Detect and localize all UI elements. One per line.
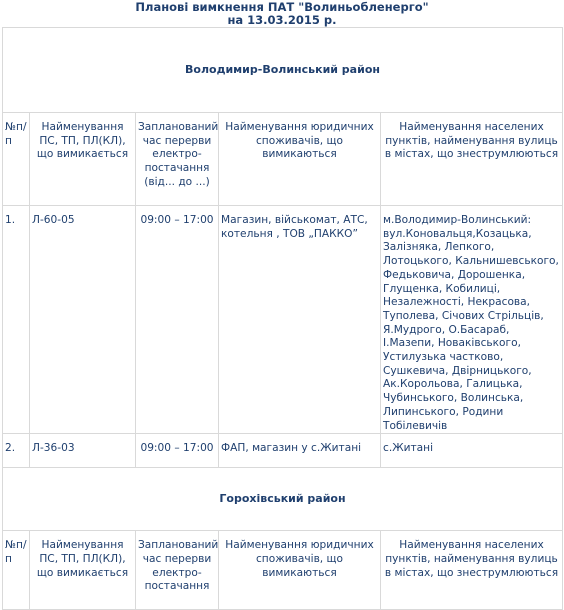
row-streets: с.Житані (381, 434, 563, 468)
outage-table (2, 27, 563, 610)
district-row (3, 468, 563, 531)
district-name: Володимир-Волинський район (3, 28, 563, 113)
header-object: Найменування ПС, ТП, ПЛ(КЛ), що вимикається (30, 113, 136, 206)
header-number: №п/п (3, 531, 30, 610)
table-row (3, 206, 563, 434)
row-time: 09:00 – 17:00 (136, 434, 219, 468)
row-object: Л-60-05 (30, 206, 136, 434)
title-line-2: на 13.03.2015 р. (227, 13, 337, 27)
row-streets: м.Володимир-Волинський: вул.Коновальця,Козацька, Залізняка, Лепкого, Лотоцького, Кальнишевського, Федьковича, Дорошенка, Глущенка, Кобилиці, Незалежності, Некрасова, Туполева, Січових Стрільців, Я.Мудрого, О.Басараб, І.Мазепи, Новаківського, Устилузька частково, Сушкевича, Двірницького, Ак.Корольова, Галицька, Чубинського, Волинська, Липинського, Родини Тобілевичів (381, 206, 563, 434)
header-consumers: Найменування юридичних споживачів, що вимикаються (219, 113, 381, 206)
header-time: Запланований час перерви електро-постачання (136, 531, 219, 610)
page-title (0, 0, 564, 27)
header-consumers: Найменування юридичних споживачів, що вимикаються (219, 531, 381, 610)
row-number: 2. (3, 434, 30, 468)
header-streets: Найменування населених пунктів, найменування вулиць в містах, що знеструмлюються (381, 113, 563, 206)
table-header-row (3, 531, 563, 610)
header-object: Найменування ПС, ТП, ПЛ(КЛ), що вимикається (30, 531, 136, 610)
title-line-1: Планові вимкнення ПАТ "Волиньобленерго" (135, 0, 429, 14)
district-name: Горохівський район (3, 468, 563, 531)
row-consumers: ФАП, магазин у с.Житані (219, 434, 381, 468)
header-time: Запланований час перерви електро-постачання (від... до ...) (136, 113, 219, 206)
table-row (3, 434, 563, 468)
header-number: №п/п (3, 113, 30, 206)
row-number: 1. (3, 206, 30, 434)
row-consumers: Магазин, військомат, АТС, котельня , ТОВ „ПАККО” (219, 206, 381, 434)
table-header-row (3, 113, 563, 206)
row-object: Л-36-03 (30, 434, 136, 468)
row-time: 09:00 – 17:00 (136, 206, 219, 434)
header-streets: Найменування населених пунктів, найменування вулиць в містах, що знеструмлюються (381, 531, 563, 610)
district-row (3, 28, 563, 113)
